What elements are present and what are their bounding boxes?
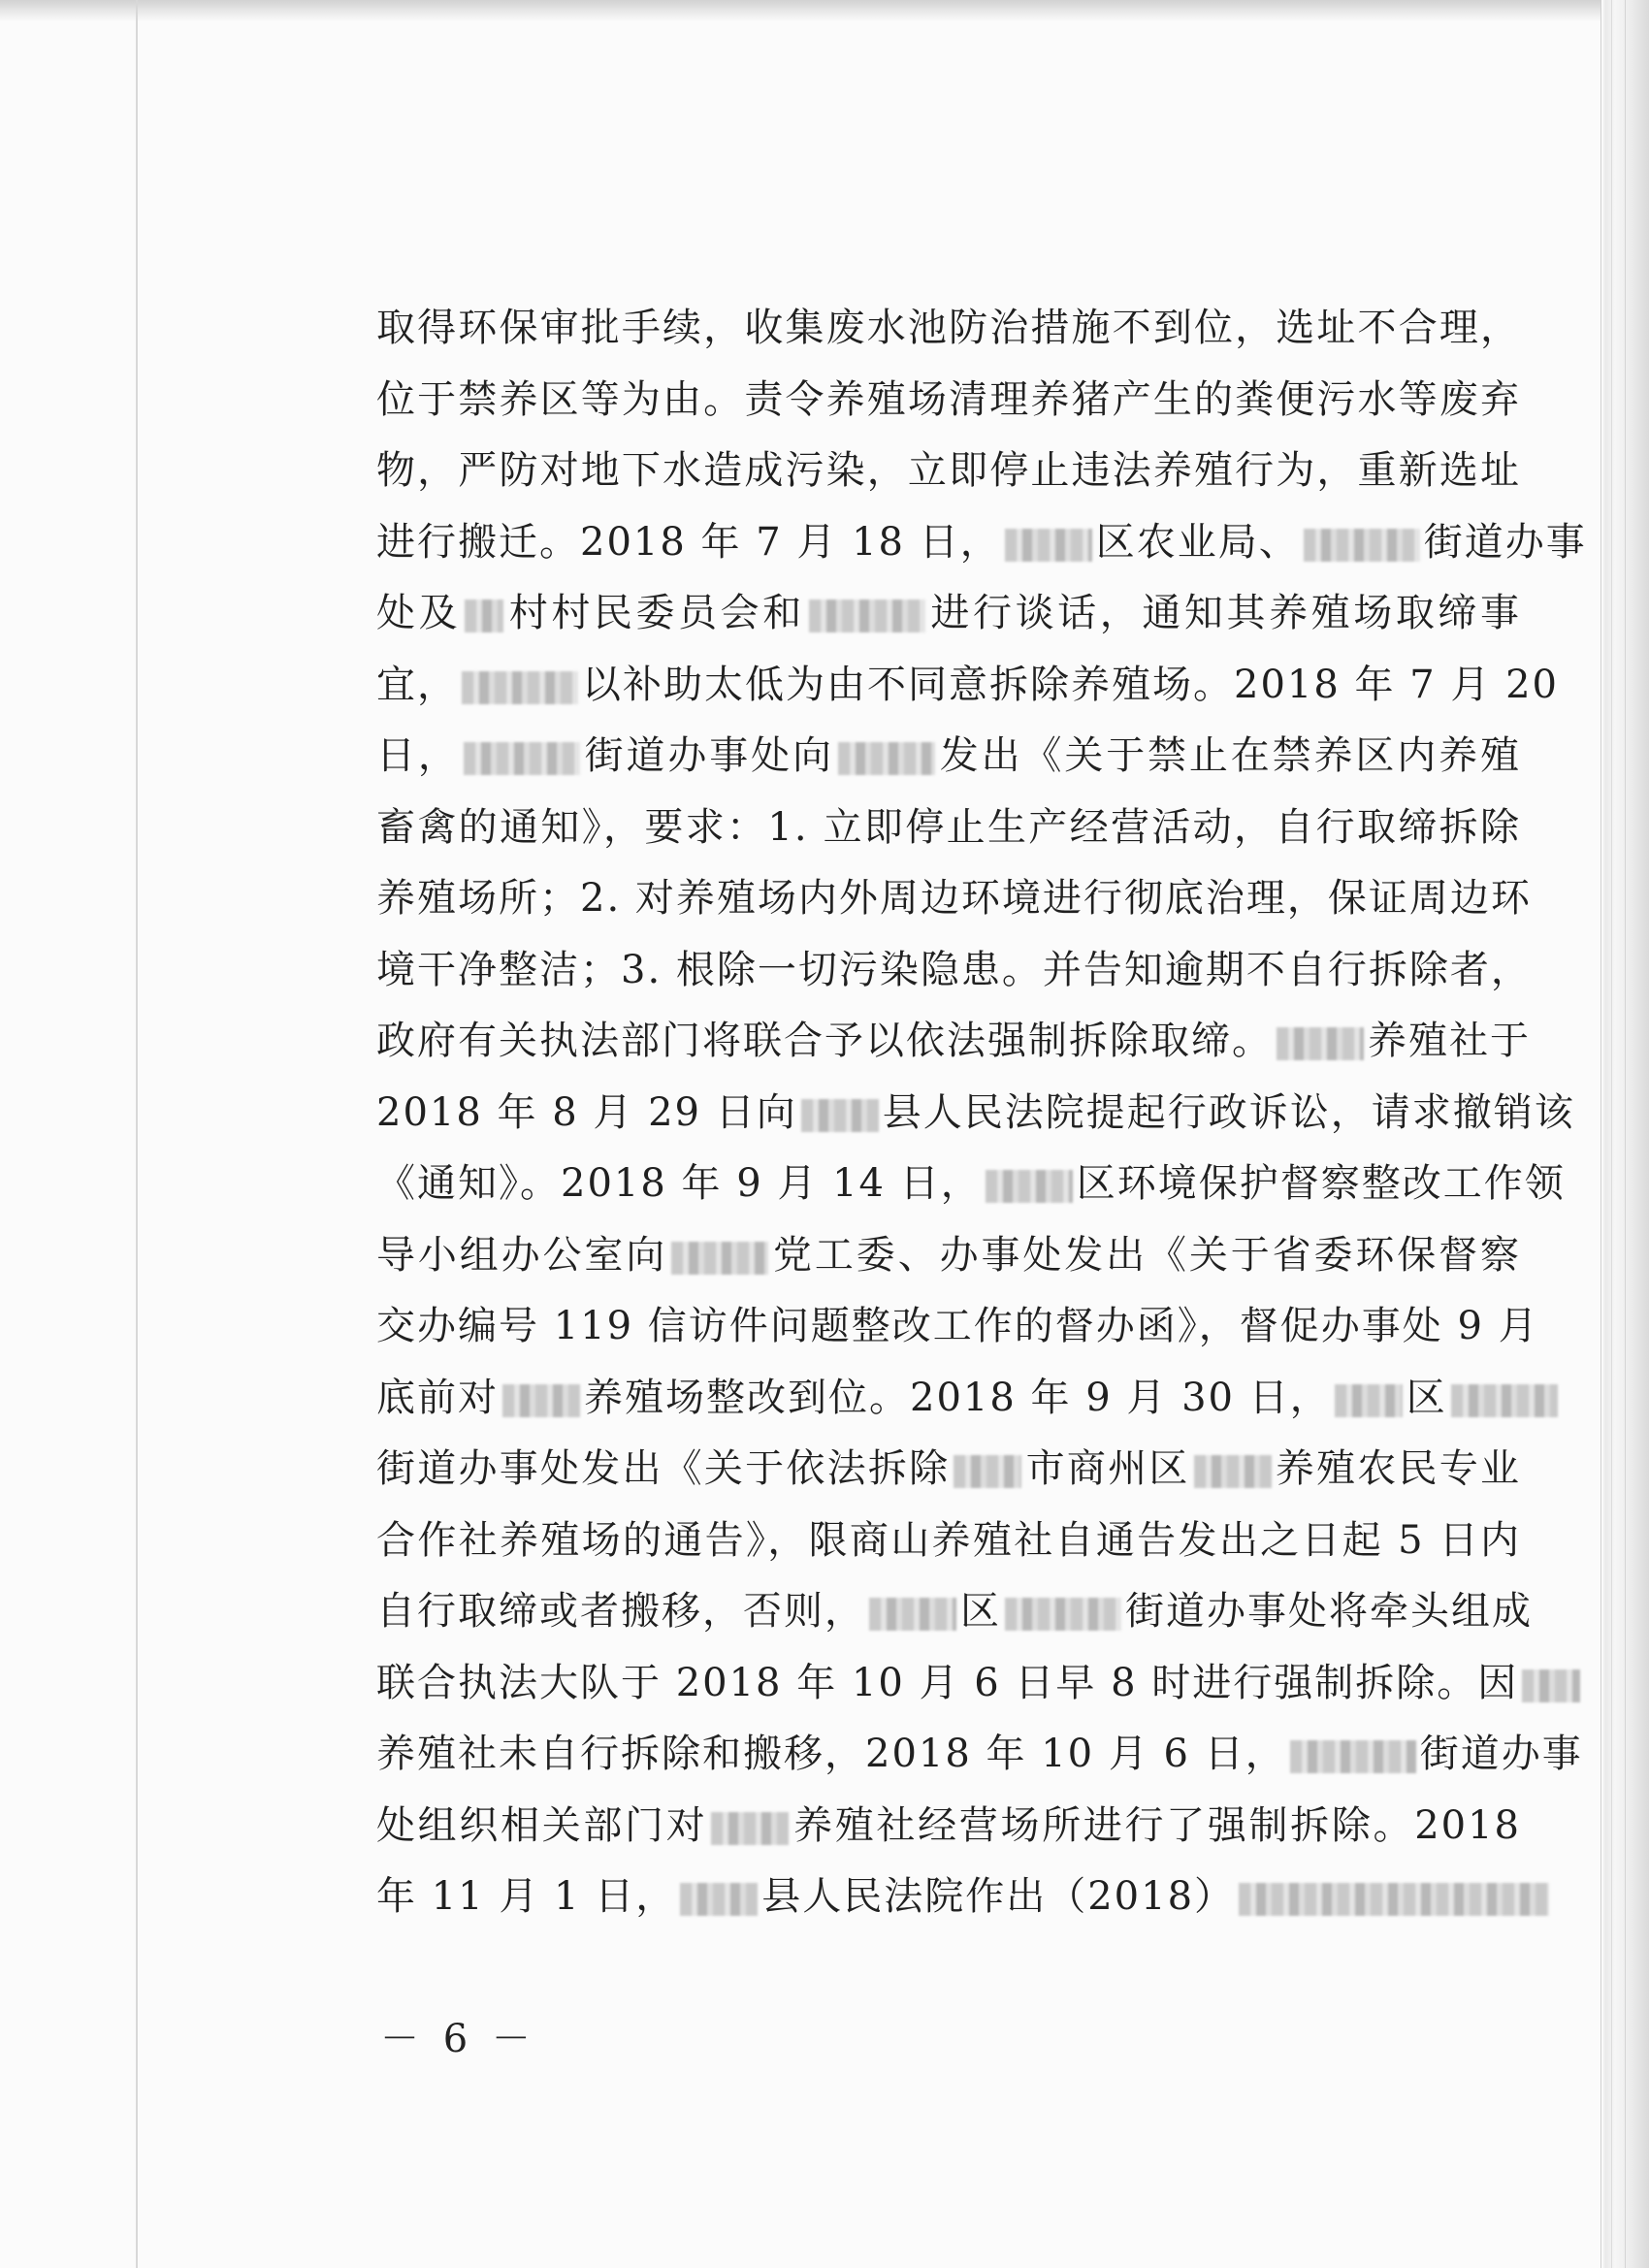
redaction-block [869, 1598, 956, 1631]
text-run: 进行搬迁。2018 年 7 月 18 日， [376, 519, 1001, 565]
text-run: 物，严防对地下水造成污染，立即停止违法养殖行为，重新选址 [376, 448, 1521, 493]
text-run: 宜， [376, 662, 458, 707]
text-run: 养殖社于 [1368, 1019, 1531, 1063]
text-run: 联合执法大队于 2018 年 10 月 6 日早 8 时进行强制拆除。因 [376, 1660, 1519, 1705]
text-line [376, 1434, 1521, 1506]
text-run: 街道办事处发出《关于依法拆除 [376, 1446, 951, 1491]
redaction-block [1005, 529, 1092, 562]
redaction-block [1290, 1740, 1416, 1773]
text-line [376, 650, 1560, 722]
text-run: 年 11 月 1 日， [376, 1874, 677, 1919]
text-run: 街道办事处将牵头组成 [1125, 1589, 1533, 1634]
page-number: － 6 － [380, 2017, 536, 2061]
text-run: 街道办事 [1423, 519, 1587, 565]
redaction-block [680, 1883, 758, 1916]
text-line [376, 1220, 1521, 1292]
text-line [376, 1078, 1575, 1150]
redaction-block [1304, 529, 1420, 562]
text-run: 街道办事处向 [583, 733, 834, 778]
redaction-block [1522, 1669, 1580, 1702]
scan-right-page-edges [1600, 0, 1649, 2268]
text-run: 以补助太低为由不同意拆除养殖场。2018 年 7 月 20 [582, 662, 1560, 707]
text-line [376, 1006, 1531, 1078]
redaction-block [838, 742, 935, 775]
text-line [376, 1576, 1533, 1648]
text-run: 养殖场所；2. 对养殖场内外周边环境进行彻底治理，保证周边环 [376, 876, 1532, 921]
redaction-block [1451, 1384, 1558, 1417]
redaction-block [809, 599, 925, 632]
text-line [376, 1363, 1521, 1435]
text-run: 市商州区 [1025, 1446, 1190, 1491]
document-body [376, 293, 1587, 1933]
redaction-block [954, 1455, 1021, 1488]
redaction-block [1239, 1883, 1549, 1916]
text-run: 合作社养殖场的通告》，限商山养殖社自通告发出之日起 5 日内 [376, 1517, 1521, 1563]
text-line [376, 436, 1521, 507]
redaction-block [1335, 1384, 1403, 1417]
text-line [376, 863, 1532, 935]
redaction-block [801, 1099, 879, 1132]
redaction-block [1277, 1027, 1364, 1060]
text-run: 《通知》。2018 年 9 月 14 日， [376, 1161, 982, 1206]
text-run: 处组织相关部门对 [376, 1802, 708, 1848]
scan-top-shadow [0, 0, 1649, 21]
text-run: 境干净整洁；3. 根除一切污染隐患。并告知逾期不自行拆除者， [376, 947, 1532, 992]
text-run: 养殖农民专业 [1275, 1446, 1522, 1491]
text-run: 位于禁养区等为由。责令养殖场清理养猪产生的粪便污水等废弃 [376, 376, 1521, 422]
text-line [376, 793, 1521, 864]
text-run: 区环境保护督察整改工作领 [1076, 1161, 1566, 1206]
redaction-block [464, 742, 580, 775]
text-run: 村村民委员会和 [507, 591, 805, 635]
text-run: 政府有关执法部门将联合予以依法强制拆除取缔。 [376, 1019, 1273, 1063]
text-run: 发出《关于禁止在禁养区内养殖 [938, 733, 1522, 778]
text-run: 进行谈话，通知其养殖场取缔事 [928, 591, 1522, 635]
text-run: 区农业局、 [1095, 519, 1300, 565]
text-run: 养殖社未自行拆除和搬移，2018 年 10 月 6 日， [376, 1732, 1286, 1776]
text-run: 导小组办公室向 [376, 1232, 668, 1278]
redaction-block [1005, 1598, 1121, 1631]
text-line [376, 721, 1521, 793]
scan-left-edge [136, 0, 138, 2268]
text-line [376, 1719, 1583, 1791]
text-line [376, 1291, 1539, 1363]
text-run: 取得环保审批手续，收集废水池防治措施不到位，选址不合理， [376, 306, 1521, 350]
text-line [376, 578, 1521, 650]
text-line [376, 293, 1521, 365]
text-run: 养殖社经营场所进行了强制拆除。2018 [792, 1802, 1522, 1848]
text-line [376, 365, 1521, 437]
text-run: 区 [1406, 1375, 1447, 1420]
redaction-block [465, 599, 503, 632]
text-run: 县人民法院作出（2018） [761, 1874, 1236, 1919]
text-run: 处及 [376, 591, 462, 635]
text-line [376, 1648, 1521, 1720]
text-line [376, 507, 1587, 579]
redaction-block [711, 1812, 789, 1845]
text-line [376, 935, 1532, 1007]
text-line [376, 1506, 1521, 1577]
text-run: 自行取缔或者搬移，否则， [376, 1589, 865, 1634]
text-run: 底前对 [376, 1375, 499, 1420]
redaction-block [986, 1170, 1073, 1203]
text-run: 党工委、办事处发出《关于省委环保督察 [772, 1232, 1522, 1278]
redaction-block [671, 1242, 768, 1275]
redaction-block [1194, 1455, 1272, 1488]
text-run: 交办编号 119 信访件问题整改工作的督办函》，督促办事处 9 月 [376, 1304, 1539, 1348]
text-run: 街道办事 [1419, 1732, 1583, 1776]
text-run: 畜禽的通知》，要求：1. 立即停止生产经营活动，自行取缔拆除 [376, 804, 1521, 850]
redaction-block [502, 1384, 580, 1417]
text-run: 县人民法院提起行政诉讼，请求撤销该 [882, 1089, 1575, 1135]
redaction-block [462, 671, 578, 704]
text-line [376, 1791, 1521, 1863]
text-run: 区 [960, 1589, 1001, 1634]
text-line [376, 1862, 1521, 1933]
text-run: 养殖场整改到位。2018 年 9 月 30 日， [584, 1375, 1331, 1420]
text-run: 2018 年 8 月 29 日向 [376, 1089, 797, 1135]
text-run: 日， [376, 733, 460, 778]
text-line [376, 1149, 1566, 1220]
